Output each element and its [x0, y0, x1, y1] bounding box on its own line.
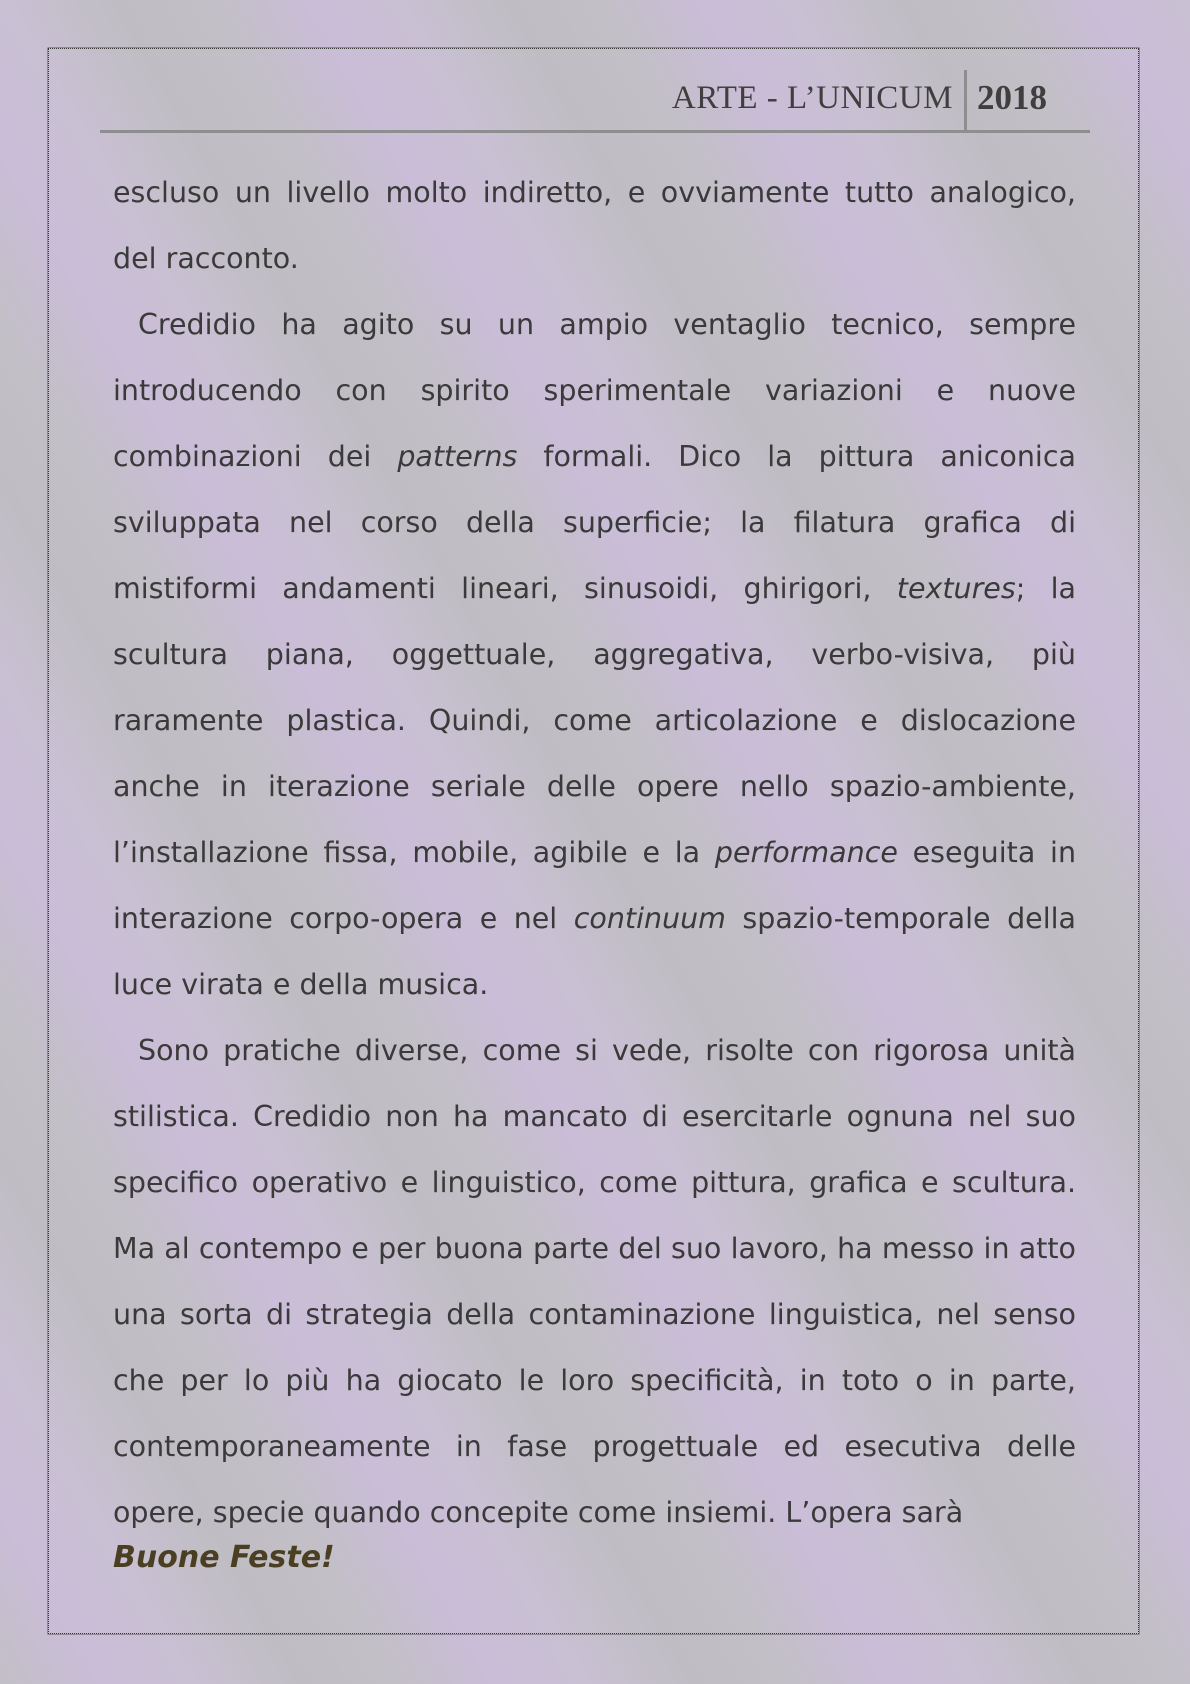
text-segment: Sono pratiche diverse, come si vede, risolte con rigorosa unità stilistica. Credidio non ha mancato di esercitarle ognuna nel suo specifico operativo e linguistico, come pittura, grafica e scultura. Ma al contempo e per buona parte del suo lavoro, ha messo in atto una sorta di strategia della contaminazione linguistica, nel senso che per lo più ha giocato le loro specificità, in toto o in parte, contemporaneamente in fase progettuale ed esecutiva delle opere, specie quando concepite come insiemi. L’opera sarà [113, 1034, 1076, 1529]
holiday-greeting: Buone Feste! [113, 1540, 335, 1575]
italic-term: performance [714, 836, 898, 869]
text-segment: formali. Dico la pittura aniconica sviluppata nel corso della superficie; la filatura grafica di mistiformi andamenti lineari, sinusoidi, ghirigori, [113, 440, 1076, 605]
article-body [113, 160, 1076, 1546]
running-header [100, 70, 1090, 133]
paragraph-2 [113, 292, 1076, 1018]
header-year: 2018 [977, 78, 1047, 117]
header-title: ARTE - L’UNICUM [671, 80, 953, 116]
text-segment: Credidio ha agito su un ampio ventaglio tecnico, sempre introducendo con spirito sperimentale variazioni e nuove combinazioni dei [113, 308, 1076, 473]
italic-term: patterns [397, 440, 518, 473]
italic-term: continuum [573, 902, 726, 935]
text-segment: escluso un livello molto indiretto, e ovviamente tutto analogico, del racconto. [113, 176, 1076, 275]
text-segment: eseguita in interazione corpo-opera e nel [113, 836, 1077, 935]
text-segment: ; la scultura piana, oggettuale, aggregativa, verbo-visiva, più raramente plastica. Quindi, come articolazione e dislocazione anche in iterazione seriale delle opere nello spazio-ambiente, l’installazione fissa, mobile, agibile e la [113, 572, 1076, 869]
paragraph-1 [113, 160, 1076, 292]
paragraph-3 [113, 1018, 1076, 1546]
italic-term: textures [896, 572, 1016, 605]
text-segment: spazio-temporale della luce virata e della musica. [113, 902, 1076, 1001]
header-divider [964, 70, 967, 130]
